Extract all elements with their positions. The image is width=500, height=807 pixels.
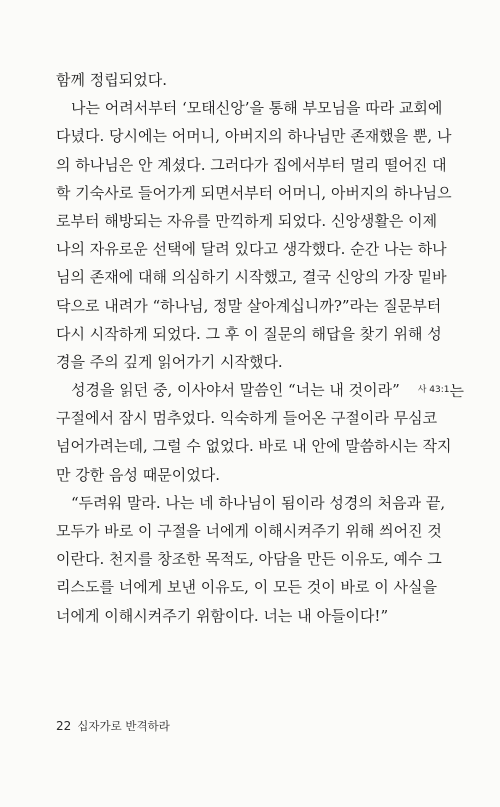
text-line: 닥으로 내려가 “하나님, 정말 살아계십니까?”라는 질문부터 bbox=[56, 296, 442, 315]
text-segment: 는 bbox=[449, 382, 464, 401]
text-line: 모두가 바로 이 구절을 너에게 이해시켜주기 위해 씌어진 것 bbox=[56, 522, 442, 540]
text-line: 구절에서 잠시 멈추었다. 익숙하게 들어온 구절이라 무심코 bbox=[56, 409, 438, 428]
text-line: 학 기숙사로 들어가게 되면서부터 어머니, 아버지의 하나님으 bbox=[56, 183, 452, 202]
text-line: 함께 정립되었다. bbox=[56, 71, 167, 89]
running-title: 십자가로 반격하라 bbox=[77, 719, 170, 733]
text-line: 의 하나님은 안 계셨다. 그러다가 집에서부터 멀리 떨어진 대 bbox=[56, 155, 447, 174]
text-line: 다녔다. 당시에는 어머니, 아버지의 하나님만 존재했을 뿐, 나 bbox=[56, 127, 452, 146]
body-text bbox=[56, 66, 464, 630]
verse-reference: 사 43:1 bbox=[417, 385, 450, 396]
text-line: 만 강한 음성 때문이었다. bbox=[56, 465, 220, 484]
text-line: 넘어가려는데, 그럴 수 없었다. 바로 내 안에 말씀하시는 작지 bbox=[56, 437, 452, 456]
text-segment: 성경을 읽던 중, 이사야서 말씀인 “너는 내 것이라” bbox=[71, 381, 400, 400]
text-line: 나는 어려서부터 ‘모태신앙’을 통해 부모님을 따라 교회에 bbox=[71, 99, 443, 118]
text-line: 님의 존재에 대해 의심하기 시작했고, 결국 신앙의 가장 밑바 bbox=[56, 268, 447, 287]
text-line: 로부터 해방되는 자유를 만끽하게 되었다. 신앙생활은 이제 bbox=[56, 211, 438, 230]
page-number: 22 bbox=[56, 719, 72, 733]
text-line: 리스도를 너에게 보낸 이유도, 이 모든 것이 바로 이 사실을 bbox=[56, 578, 437, 597]
text-line: “두려워 말라. 나는 네 하나님이 됨이라 성경의 처음과 끝, bbox=[71, 493, 446, 512]
text-line: 경을 주의 깊게 읽어가기 시작했다. bbox=[56, 352, 283, 371]
text-line: 이란다. 천지를 창조한 목적도, 아담을 만든 이유도, 예수 그 bbox=[56, 550, 442, 569]
text-line: 다시 시작하게 되었다. 그 후 이 질문의 해답을 찾기 위해 성 bbox=[56, 324, 442, 343]
text-line: 너에게 이해시켜주기 위함이다. 너는 내 아들이다!” bbox=[56, 606, 389, 625]
page-footer bbox=[56, 718, 170, 734]
text-line-with-ref bbox=[56, 376, 464, 404]
text-line: 나의 자유로운 선택에 달려 있다고 생각했다. 순간 나는 하나 bbox=[56, 240, 447, 259]
